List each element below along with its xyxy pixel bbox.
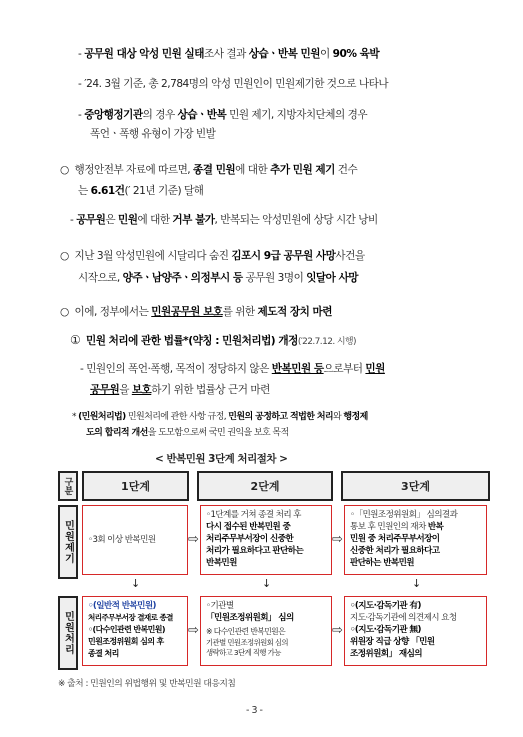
text: 하기 위한 법률상 근거 마련 — [151, 384, 270, 396]
text: 으로부터 — [323, 363, 366, 375]
text: 와 — [333, 412, 344, 422]
cell-text: 종결 처리 — [88, 649, 119, 658]
text-bold: 양주ㆍ남양주ㆍ의정부시 등 — [122, 272, 243, 284]
stage-header-2 — [197, 471, 333, 501]
cell-text: 생략하고 3단계 직행 가능 — [206, 648, 281, 657]
bullet-line — [60, 163, 357, 177]
row-header-label: 민원제기 — [62, 520, 74, 564]
text-bold: 6.61건 — [90, 185, 125, 197]
cell-text: ◦(지도·감독기관 有) — [350, 601, 421, 611]
cell-text: ◦1단계를 거쳐 종결 처리 후 — [206, 510, 301, 520]
text: 민원인의 폭언·폭행, 목적이 정당하지 않은 — [86, 363, 272, 375]
cell-text: 지도·감독기관에 의견제시 요청 — [350, 613, 457, 623]
cell-text: 민원조정위원회 심의 후 — [88, 637, 164, 646]
cell-text: 처리주무부서장 결재로 종결 — [88, 613, 173, 622]
text: 를 위한 — [222, 306, 258, 318]
cell-text: ※ 다수인관련 반복민원은 — [206, 627, 286, 636]
text-bold-underline: 공무원 — [90, 384, 120, 396]
cell-text: 기관별 민원조정위원회 심의 — [206, 638, 288, 647]
arrow-right-icon: ⇨ — [332, 623, 343, 638]
cell-text: 처리주무부서장이 신중한 — [206, 534, 294, 544]
text: 의 경우 — [142, 109, 178, 121]
dash: - — [78, 48, 85, 60]
cell-text: 「민원조정위원회」 심의 — [206, 613, 294, 623]
text-bold: 추가 민원 제기 — [270, 164, 335, 176]
bullet-line — [78, 184, 203, 198]
cell-text: 처리가 필요하다고 판단하는 — [206, 546, 304, 556]
arrow-right-icon: ⇨ — [188, 532, 199, 547]
corner-header — [58, 471, 78, 501]
text: (′ 21년 기준) 달해 — [124, 185, 204, 197]
cell-text: ◦(지도·감독기관 無) — [350, 625, 421, 635]
row-header-label: 민원처리 — [62, 611, 74, 655]
cell-r1c3 — [344, 505, 487, 575]
cell-text: 반복 — [427, 522, 444, 532]
text: 민원처리에 관한 사항 규정, — [125, 412, 229, 422]
page-number: - 3 - — [246, 705, 263, 716]
cell-text: 위원장 직급 상향 「민원 — [350, 637, 435, 647]
cell-text: 민원 중 처리주무부서장이 — [350, 534, 440, 544]
cell-text: ◦「민원조정위원회」 심의결과 — [350, 510, 458, 520]
cell-r2c3 — [344, 596, 487, 666]
circled-number: ① — [70, 333, 81, 347]
cell-text: ◦(일반적 반복민원) — [88, 601, 156, 611]
arrow-right-icon: ⇨ — [188, 623, 199, 638]
stage-header-1 — [82, 471, 189, 501]
cell-r1c1 — [82, 505, 188, 575]
text: 는 — [78, 185, 91, 197]
table-caption: < 반복민원 3단계 처리절차 > — [155, 453, 288, 465]
dash: - — [70, 214, 77, 226]
arrow-down-icon: ↓ — [262, 577, 272, 590]
stage-label: 3단계 — [401, 480, 430, 493]
text: 을 도모함으로써 국민 권익을 보호 목적 — [147, 428, 289, 438]
cell-text: ◦기관별 — [206, 601, 234, 611]
text: 은 — [105, 214, 119, 226]
bullet-line — [78, 47, 379, 61]
text: 공무원 3명이 — [242, 272, 307, 284]
text-bold: (민원처리법) — [78, 412, 126, 422]
text: 폭언ㆍ폭행 유형이 가장 빈발 — [90, 128, 216, 140]
numbered-heading — [70, 333, 356, 349]
text-bold: 민원 — [118, 214, 138, 226]
text-bold: 도의 합리적 개선 — [86, 428, 148, 438]
text-bold: 종결 민원 — [193, 164, 236, 176]
row-header-submit — [58, 505, 78, 579]
cell-text: 신중한 처리가 필요하다고 — [350, 546, 440, 556]
dash: - — [78, 109, 85, 121]
text-bold: 거부 불가 — [172, 214, 215, 226]
cell-r2c2 — [200, 596, 332, 666]
bullet-line — [60, 249, 365, 263]
text: 행정안전부 자료에 따르면, — [74, 164, 194, 176]
text: 조사 결과 — [204, 48, 249, 60]
bullet-line — [90, 383, 270, 397]
text-bold: 민원 처리에 관한 법률*(약칭 : 민원처리법) 개정 — [86, 335, 298, 347]
text: ′24. 3월 기준, 총 2,784명의 악성 민원인이 민원제기한 것으로 나타나 — [84, 78, 389, 90]
text: 민원 제기, 지방자치단체의 경우 — [226, 109, 368, 121]
note-line — [86, 426, 289, 440]
cell-r2c1 — [82, 596, 188, 666]
text: (′22.7.12. 시행) — [297, 337, 356, 347]
bullet-line — [70, 213, 378, 227]
text: 시작으로, — [78, 272, 123, 284]
text: 이에, 정부에서는 — [74, 306, 152, 318]
cell-text: 반복민원 — [206, 558, 237, 568]
bullet-line — [80, 362, 385, 376]
source-note: ※ 출처 : 민원인의 위법행위 및 반복민원 대응지침 — [58, 679, 236, 689]
text-bold: 90% 육박 — [332, 48, 380, 60]
stage-label: 1단계 — [121, 480, 150, 493]
cell-text: ◦(다수인관련 반복민원) — [88, 625, 165, 634]
stage-label: 2단계 — [250, 480, 280, 493]
corner-label: 구분 — [62, 477, 73, 495]
bullet-line — [78, 271, 358, 285]
row-header-process — [58, 596, 78, 670]
text-bold-underline: 보호 — [131, 384, 152, 396]
text: , 반복되는 악성민원에 상당 시간 낭비 — [214, 214, 378, 226]
text-bold: 잇달아 사망 — [306, 272, 359, 284]
text-bold: 제도적 장치 마련 — [257, 306, 333, 318]
text-bold: 상습ㆍ반복 민원 — [248, 48, 321, 60]
circle-bullet: ○ — [60, 306, 69, 318]
text: 사건을 — [335, 250, 365, 262]
bullet-line — [90, 127, 215, 141]
bullet-line — [78, 77, 388, 91]
text: 에 대한 — [235, 164, 271, 176]
arrow-right-icon: ⇨ — [332, 532, 343, 547]
text-bold-underline: 민원공무원 보호 — [151, 306, 223, 318]
asterisk: * — [72, 412, 79, 422]
arrow-down-icon: ↓ — [131, 577, 141, 590]
arrow-down-icon: ↓ — [412, 577, 422, 590]
text-bold-underline: 민원 — [365, 363, 385, 375]
text-bold: 중앙행정기관 — [84, 109, 143, 121]
circle-bullet: ○ — [60, 164, 69, 176]
text: 건수 — [334, 164, 358, 176]
cell-r1c2 — [200, 505, 332, 575]
cell-text: ◦3회 이상 반복민원 — [88, 535, 156, 545]
text-bold: 행정제 — [343, 412, 368, 422]
text-bold: 공무원 대상 악성 민원 실태 — [84, 48, 205, 60]
dash: - — [78, 78, 85, 90]
bullet-line — [78, 108, 367, 122]
note-line — [72, 410, 368, 424]
text: 을 — [119, 384, 132, 396]
text: 지난 3월 악성민원에 시달리다 숨진 — [74, 250, 232, 262]
cell-text: 통보 후 민원인의 재차 — [350, 522, 428, 532]
text: 에 대한 — [137, 214, 173, 226]
text: 이 — [320, 48, 333, 60]
cell-text: 다시 접수된 반복민원 중 — [206, 522, 291, 532]
cell-text: 판단하는 반복민원 — [350, 558, 415, 568]
text-bold-underline: 반복민원 등 — [271, 363, 324, 375]
stage-header-3 — [341, 471, 490, 501]
text-bold: 민원의 공정하고 적법한 처리 — [228, 412, 334, 422]
text-bold: 김포시 9급 공무원 사망 — [231, 250, 336, 262]
cell-text: 조정위원회」 재심의 — [350, 649, 422, 659]
text-bold: 상습ㆍ반복 — [177, 109, 227, 121]
dash: - — [80, 363, 87, 375]
circle-bullet: ○ — [60, 250, 69, 262]
bullet-line — [60, 305, 332, 319]
text-bold: 공무원 — [76, 214, 106, 226]
